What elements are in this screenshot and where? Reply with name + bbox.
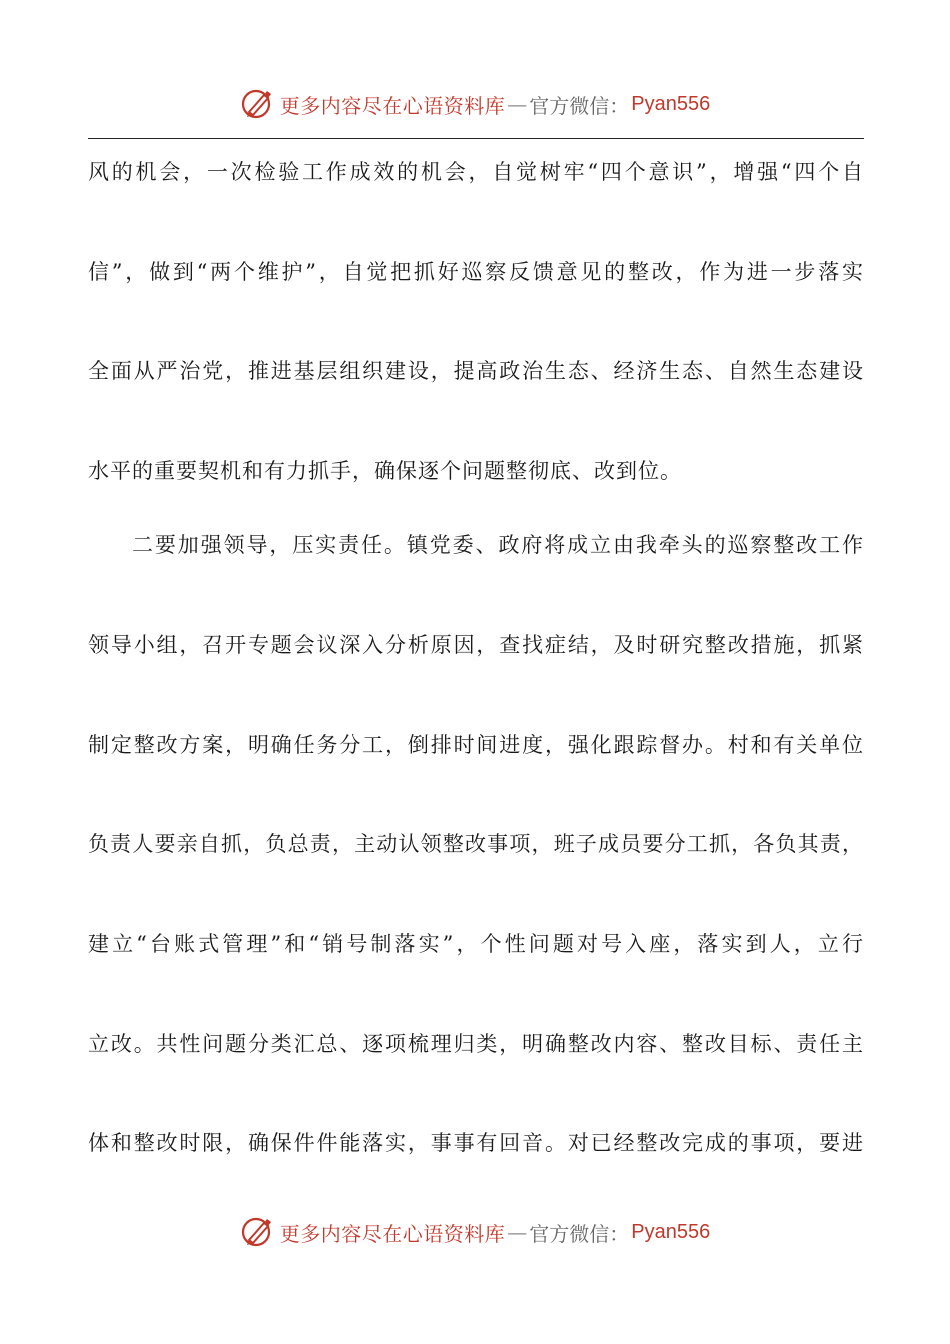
text-line: 负责人要亲自抓，负总责，主动认领整改事项，班子成员要分工抓，各负其责，: [88, 832, 864, 856]
footer-wechat-id: Pyan556: [631, 1220, 711, 1243]
text-line: 体和整改时限，确保件件能落实，事事有回音。对已经整改完成的事项，要进: [88, 1131, 864, 1155]
text-line: 制定整改方案，明确任务分工，倒排时间进度，强化跟踪督办。村和有关单位: [88, 733, 864, 757]
text-line: 风的机会，一次检验工作成效的机会，自觉树牢“四个意识”，增强“四个自: [88, 160, 864, 184]
text-line: 立改。共性问题分类汇总、逐项梳理归类，明确整改内容、整改目标、责任主: [88, 1032, 864, 1056]
pen-logo-icon: [240, 1214, 276, 1250]
header-wechat-id: Pyan556: [631, 92, 711, 115]
text-line: 水平的重要契机和有力抓手，确保逐个问题整彻底、改到位。: [88, 459, 682, 483]
paragraph-start-line: 二要加强领导，压实责任。镇党委、政府将成立由我牵头的巡察整改工作: [132, 533, 864, 557]
footer-watermark-dash: —: [507, 1220, 528, 1244]
footer-watermark-text: 更多内容尽在心语资料库: [279, 1221, 506, 1246]
text-line: 领导小组，召开专题会议深入分析原因，查找症结，及时研究整改措施，抓紧: [88, 633, 864, 657]
text-line: 信”，做到“两个维护”，自觉把抓好巡察反馈意见的整改，作为进一步落实: [88, 260, 864, 284]
text-line: 全面从严治党，推进基层组织建设，提高政治生态、经济生态、自然生态建设: [88, 359, 864, 383]
footer-wechat-label: 官方微信：: [529, 1221, 630, 1246]
text-line: 建立“台账式管理”和“销号制落实”，个性问题对号入座，落实到人，立行: [88, 932, 864, 956]
header-watermark-dash: —: [507, 92, 528, 116]
header-wechat-label: 官方微信：: [529, 93, 630, 118]
pen-logo-icon: [240, 86, 276, 122]
footer-watermark: [0, 1212, 950, 1252]
header-watermark-text: 更多内容尽在心语资料库: [279, 93, 506, 118]
header-watermark: [0, 84, 950, 124]
header-divider: [88, 138, 864, 139]
